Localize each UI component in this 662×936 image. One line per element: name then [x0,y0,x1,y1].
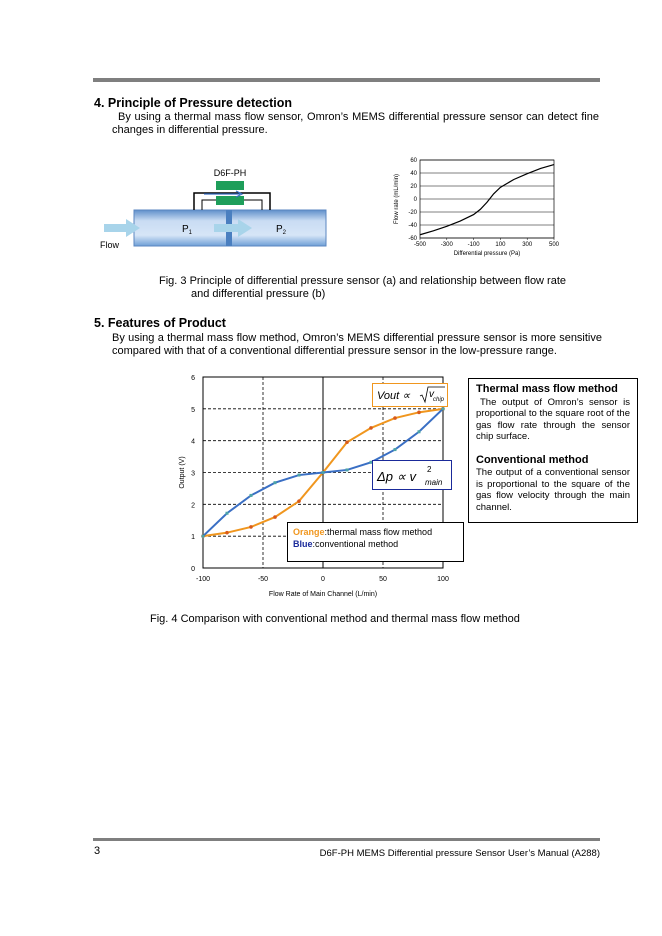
y-tick-label: 2 [191,502,195,510]
data-point-orange [225,531,229,535]
x-tick-label: 300 [522,242,533,248]
x-tick-label: 0 [321,576,325,583]
method-info-box [468,378,638,523]
x-tick-label: -100 [467,242,480,248]
formula-vout [373,384,447,406]
data-point-blue [298,474,301,477]
figure3-caption-line2: and differential pressure (b) [191,288,326,300]
y-tick-label: 5 [191,406,195,414]
svg-text:main: main [425,478,443,487]
data-point-blue [226,512,229,515]
data-point-orange [393,416,397,420]
sensor-label: D6F-PH [213,168,247,178]
x-tick-label: 500 [548,242,560,248]
section4-body: By using a thermal mass flow sensor, Omron’s MEMS differential pressure sensor can detect fine changes in differential pressure. [112,111,599,136]
y-tick-label: 0 [413,197,417,203]
y-tick-label: 6 [191,375,195,382]
section4-heading: 4. Principle of Pressure detection [94,96,292,110]
x-tick-label: 100 [437,576,449,583]
svg-text:2: 2 [427,465,432,474]
p2-label: $P_2$ [276,224,287,236]
data-point-blue [418,430,421,433]
header-rule [93,78,600,82]
x-tick-label: -100 [195,576,211,583]
x-axis-label: Flow Rate of Main Channel (L/min) [268,591,378,598]
figure3b-chart [390,152,570,262]
y-tick-label: -20 [408,210,417,216]
x-tick-label: -300 [440,242,453,248]
footer-rule [93,838,600,841]
x-tick-label: -500 [413,242,427,248]
legend-orange: Orange:thermal mass flow method [293,527,433,537]
data-point-blue [346,468,349,471]
y-tick-label: 3 [191,470,195,478]
footer-title: D6F-PH MEMS Differential pressure Sensor User’s Manual (A288) [319,848,600,859]
figure3a-diagram [96,160,336,260]
y-tick-label: 20 [410,184,417,190]
footer-page-number: 3 [94,845,101,857]
y-tick-label: 1 [191,534,195,542]
y-tick-label: 0 [191,566,195,573]
formula-dp-box [372,460,452,490]
y-tick-label: -60 [408,236,417,242]
data-point-orange [249,525,253,529]
formula-dp [373,461,451,489]
chart-legend [287,522,464,562]
conventional-title: Conventional method [476,453,589,466]
data-point-blue [250,494,253,497]
svg-text:Δp ∝ v: Δp ∝ v [377,469,416,484]
data-point-orange [369,426,373,430]
sensor-chip-bottom [216,196,244,205]
section5-heading: 5. Features of Product [94,316,226,330]
thermal-desc: The output of Omron’s sensor is proportional to the square root of the gas flow rate through the sensor chip surface. [476,396,630,442]
x-tick-label: 50 [379,576,387,583]
x-tick-label: 100 [495,242,506,248]
formula-vout-box [372,383,448,407]
thermal-title: Thermal mass flow method [476,383,618,395]
y-tick-label: 40 [410,171,417,177]
y-tick-label: -40 [408,223,417,229]
figure4-caption: Fig. 4 Comparison with conventional method and thermal mass flow method [150,613,520,625]
data-point-orange [345,440,349,444]
svg-text:v: v [429,389,434,400]
svg-text:Vout ∝: Vout ∝ [377,390,411,402]
data-point-blue [274,481,277,484]
legend-blue: Blue:conventional method [293,539,399,549]
series-line-flow [420,165,554,235]
y-axis-label: Output (V) [179,456,186,489]
section5-body: By using a thermal mass flow method, Omron’s MEMS differential pressure sensor is more sensitive compared with that of a conventional differential pressure sensor in the low-pressure range. [112,332,602,357]
p1-label: $P_1$ [182,224,193,236]
y-tick-label: 4 [191,438,195,446]
flow-label: Flow [100,240,120,250]
figure3-caption-line1: Fig. 3 Principle of differential pressure sensor (a) and relationship between flow rate [159,275,567,287]
y-tick-label: 60 [410,158,417,164]
data-point-orange [417,411,421,415]
x-axis-label: Differential pressure (Pa) [453,251,521,257]
data-point-blue [394,448,397,451]
data-point-orange [297,499,301,503]
data-point-blue [322,471,325,474]
svg-text:chip: chip [433,397,445,403]
x-tick-label: -50 [257,576,269,583]
y-axis-label: Flow rate (mL/min) [394,173,400,225]
data-point-blue [202,535,205,538]
data-point-orange [273,515,277,519]
sensor-chip-top [216,181,244,190]
conventional-desc: The output of a conventional sensor is proportional to the square of the gas flow velocity through the main channel. [476,467,630,513]
